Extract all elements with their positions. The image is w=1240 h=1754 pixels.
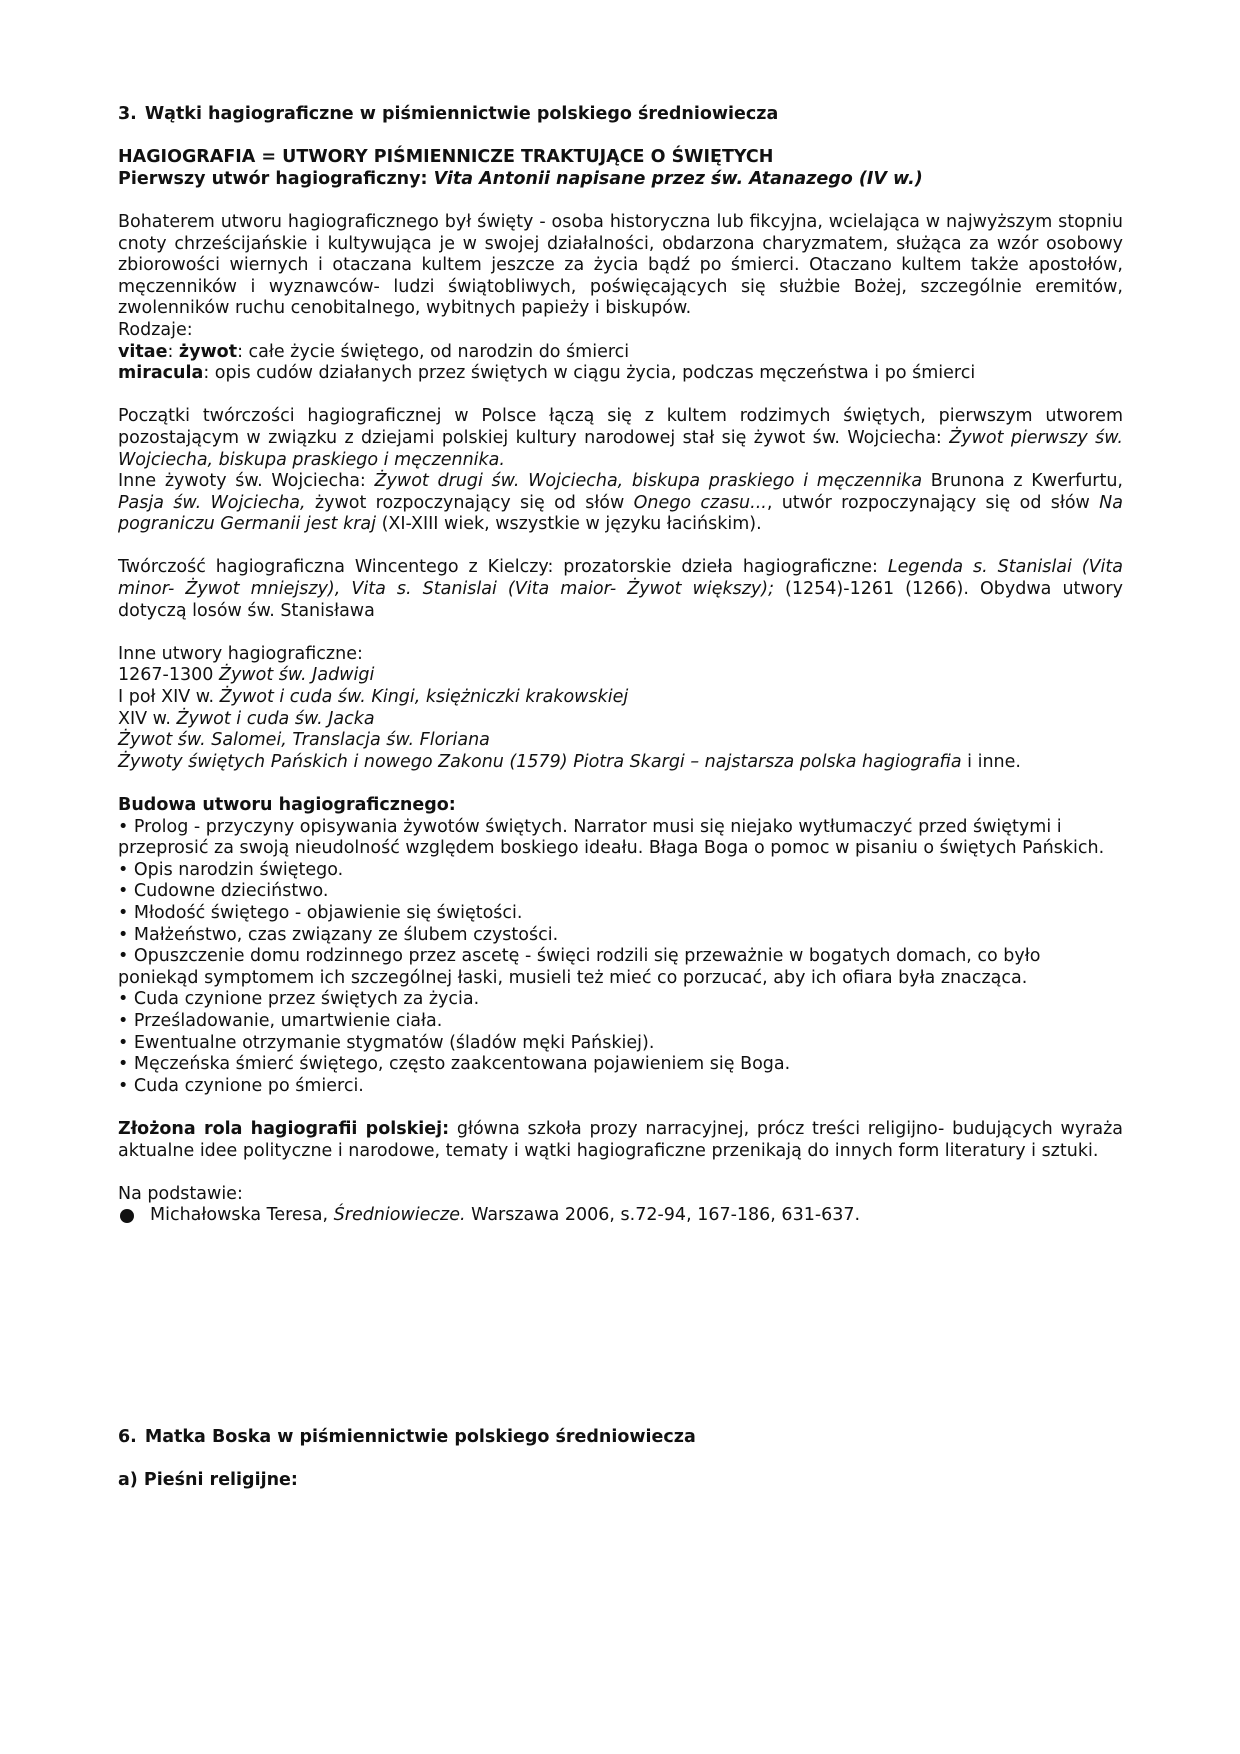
- wincenty-paragraph: [118, 557, 1123, 622]
- other-work-item: [118, 665, 1123, 687]
- vitae-description: : całe życie świętego, od narodzin do śmierci: [237, 341, 630, 362]
- source-item: [118, 1205, 1123, 1227]
- work-title: Żywot św. Jadwigi: [218, 665, 375, 686]
- type-miracula: [118, 363, 1123, 385]
- text-run: Michałowska Teresa,: [150, 1205, 334, 1226]
- list-item: • Cuda czynione po śmierci.: [118, 1075, 364, 1096]
- text-run: Twórczość hagiograficzna Wincentego z Kielczy: prozatorskie dzieła hagiograficzne:: [118, 557, 888, 578]
- work-title: Żywot i cuda św. Kingi, księżniczki krakowskiej: [219, 687, 629, 708]
- other-work-item: [118, 709, 1123, 731]
- list-item: • Męczeńska śmierć świętego, często zaakcentowana pojawieniem się Boga.: [118, 1054, 791, 1075]
- type-vitae: [118, 342, 1123, 364]
- document-page: [118, 104, 1123, 1492]
- list-item: • Ewentualne otrzymanie stygmatów (śladów męki Pańskiej).: [118, 1032, 655, 1053]
- text-run: Warszawa 2006, s.72-94, 167-186, 631-637.: [465, 1205, 861, 1226]
- subsection-heading: a) Pieśni religijne:: [118, 1470, 298, 1491]
- intro-paragraph: Bohaterem utworu hagiograficznego był święty - osoba historyczna lub fikcyjna, wcielająca w najwyższym stopniu cnoty chrześcijańskie i kultywująca je w swojej działalności, obdarzona charyzmatem, służąca za wzór osobowy zbiorowości wiernych i otaczana kultem jeszcze za życia bądź po śmierci. Otaczano kultem także apostołów, męczenników i wyznawców- ludzi świątobliwych, poświęcających się służbie Bożej, szczególnie eremitów, zwolenników ruchu cenobitalnego, wybitnych papieży i biskupów.: [118, 211, 1123, 319]
- text-run: główna szkoła prozy narracyjnej, prócz treści religijno- budujących wyraża aktualne idee polityczne i narodowe, tematy i wątki hagiograficzne przenikają do innych form literatury i sztuki.: [118, 1118, 1124, 1161]
- other-work-item: [118, 730, 1123, 752]
- text-run: XIV w.: [118, 708, 177, 729]
- types-label: Rodzaje:: [118, 319, 193, 340]
- first-work-title: Vita Antonii napisane przez św. Atanazego (IV w.): [433, 168, 923, 189]
- role-label: Złożona rola hagiografii polskiej:: [118, 1118, 450, 1139]
- basis-label: Na podstawie:: [118, 1183, 243, 1204]
- structure-label: Budowa utworu hagiograficznego:: [118, 795, 456, 815]
- text-run: Inne żywoty św. Wojciecha:: [118, 471, 375, 492]
- vitae-term: vitae: [118, 341, 168, 362]
- definition-line: HAGIOGRAFIA = UTWORY PIŚMIENNICZE TRAKTUJĄCE O ŚWIĘTYCH: [118, 147, 774, 168]
- text-run: Początki twórczości hagiograficznej w Polsce łączą się z kultem rodzimych świętych, pierwszym utworem pozostającym w związku z dziejami polskiej kultury narodowej stał się żywot św. Wojciecha:: [118, 406, 1123, 448]
- role-paragraph: [118, 1119, 1123, 1162]
- other-work-item: [118, 752, 1123, 774]
- list-item: • Cudowne dzieciństwo.: [118, 881, 329, 902]
- work-title: Średniowiecze.: [333, 1205, 466, 1226]
- list-item: • Cuda czynione przez świętych za życia.: [118, 989, 480, 1010]
- text-run: 1267-1300: [118, 665, 219, 686]
- list-item: • Prześladowanie, umartwienie ciała.: [118, 1010, 443, 1031]
- text-run: Brunona z Kwerfurtu,: [922, 471, 1123, 492]
- section-title: Matka Boska w piśmiennictwie polskiego średniowiecza: [144, 1426, 696, 1447]
- section-3-heading: [118, 104, 1123, 126]
- work-title: Onego czasu...: [633, 492, 767, 513]
- text-run: (1254)-1261 (1266). Obydwa utwory dotyczą losów św. Stanisława: [118, 579, 1123, 621]
- miracula-description: : opis cudów działanych przez świętych w ciągu życia, podczas męczeństwa i po śmierci: [203, 363, 976, 384]
- section-number: 3.: [118, 104, 137, 124]
- text-run: I poł XIV w.: [118, 687, 220, 708]
- work-title: Na pograniczu Germanii jest kraj: [118, 492, 1123, 535]
- text-run: żywot rozpoczynający się od słów: [305, 492, 634, 513]
- first-work-line: [118, 169, 1123, 191]
- work-title: Pasja św. Wojciecha,: [118, 492, 306, 513]
- section-title: Wątki hagiograficzne w piśmiennictwie polskiego średniowiecza: [144, 104, 779, 124]
- other-work-item: [118, 687, 1123, 709]
- work-title: Żywot św. Salomei, Translacja św. Floriana: [118, 730, 490, 751]
- work-title: Żywot i cuda św. Jacka: [176, 708, 375, 729]
- bullet-dot-icon: [120, 1209, 134, 1223]
- other-lives-paragraph: [118, 471, 1123, 536]
- work-title: Żywoty świętych Pańskich i nowego Zakonu (1579) Piotra Skargi – najstarsza polska hagiografia: [118, 751, 968, 772]
- work-title: Żywot pierwszy św. Wojciecha, biskupa praskiego i męczennika.: [118, 427, 1123, 470]
- work-title: Legenda s. Stanislai (Vita minor- Żywot mniejszy), Vita s. Stanislai (Vita maior- Żywot większy);: [118, 557, 1123, 600]
- list-item: • Młodość świętego - objawienie się świętości.: [118, 902, 523, 923]
- list-item: • Prolog - przyczyny opisywania żywotów świętych. Narrator musi się niejako wytłumaczyć przed świętymi i przeprosić za swoją nieudolność względem boskiego ideału. Błaga Boga o pomoc w pisaniu o świętych Pańskich.: [118, 816, 1105, 859]
- source-text: [150, 1205, 860, 1227]
- list-item: • Małżeństwo, czas związany ze ślubem czystości.: [118, 924, 559, 945]
- section-6-heading: [118, 1427, 1123, 1449]
- text-run: (XI-XIII wiek, wszystkie w języku łacińskim).: [376, 514, 762, 535]
- text-run: i inne.: [967, 751, 1021, 772]
- miracula-term: miracula: [118, 363, 204, 384]
- other-works-list: [118, 665, 1123, 773]
- structure-list: [118, 817, 1123, 1098]
- list-item: • Opis narodzin świętego.: [118, 859, 344, 880]
- list-item: • Opuszczenie domu rodzinnego przez ascetę - święci rodzili się przeważnie w bogatych domach, co było poniekąd symptomem ich szczególnej łaski, musieli też mieć co porzucać, aby ich ofiara była znacząca.: [118, 946, 1041, 988]
- other-works-label: Inne utwory hagiograficzne:: [118, 643, 363, 664]
- work-title: Żywot drugi św. Wojciecha, biskupa praskiego i męczennika: [374, 471, 923, 492]
- vitae-term-pl: żywot: [178, 341, 238, 362]
- section-number: 6.: [118, 1426, 137, 1447]
- vitae-separator: :: [167, 341, 179, 362]
- first-work-label: Pierwszy utwór hagiograficzny:: [118, 168, 434, 189]
- text-run: , utwór rozpoczynający się od słów: [766, 492, 1100, 513]
- beginnings-paragraph: [118, 406, 1123, 471]
